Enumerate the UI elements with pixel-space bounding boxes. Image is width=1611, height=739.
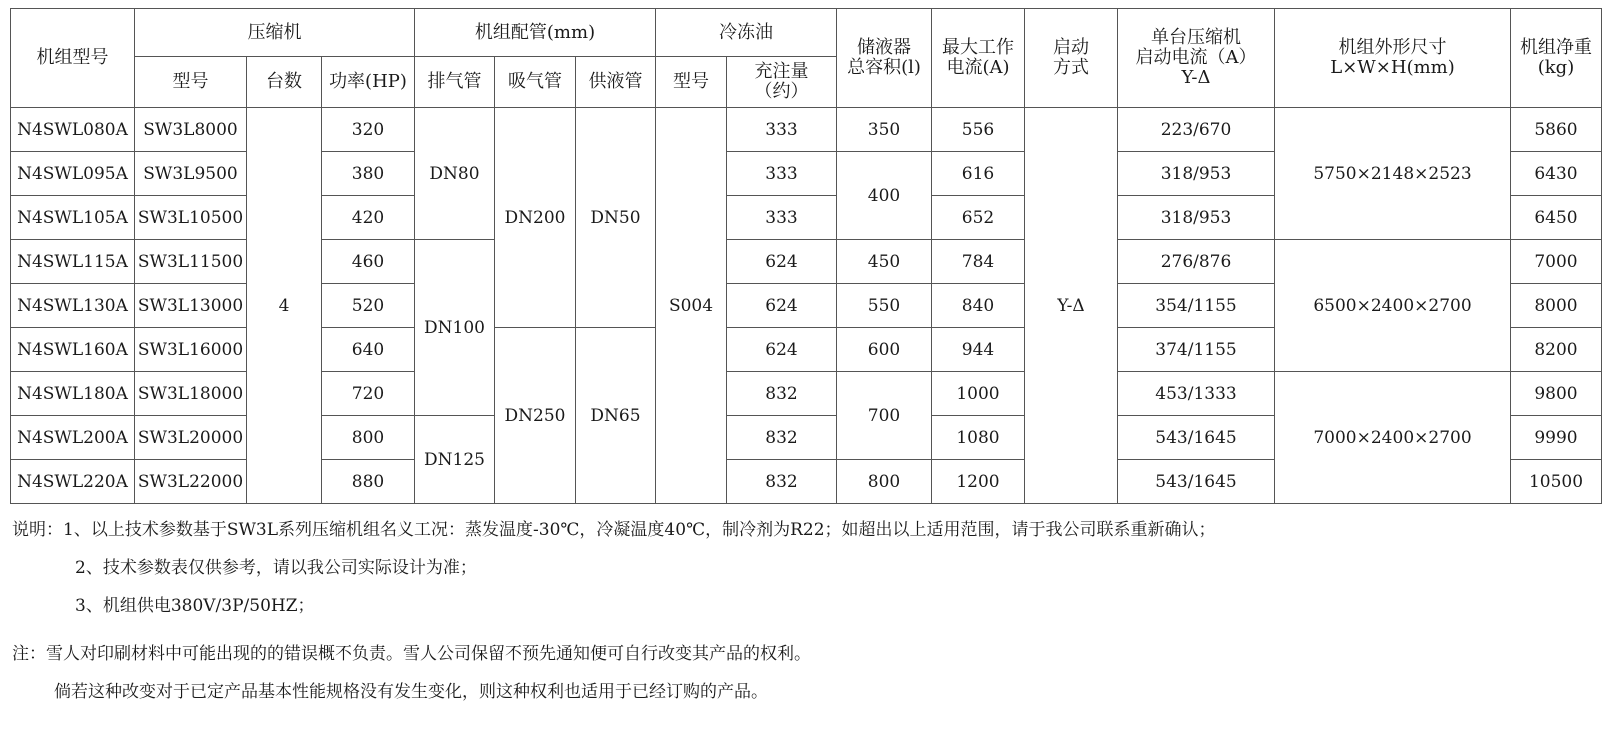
- cell-max-current: 944: [932, 328, 1025, 372]
- header-compressor-model: 型号: [135, 57, 247, 108]
- disclaimer-line-1: 注：雪人对印刷材料中可能出现的的错误概不负责。雪人公司保留不预先通知便可自行改变其产品的权利。: [12, 644, 811, 664]
- cell-max-current: 1080: [932, 416, 1025, 460]
- header-compressor-power: 功率(HP): [322, 57, 415, 108]
- cell-receiver: 450: [837, 240, 932, 284]
- cell-model: N4SWL080A: [11, 108, 135, 152]
- cell-model: N4SWL220A: [11, 460, 135, 504]
- cell-net-weight: 9990: [1511, 416, 1602, 460]
- header-compressor: 压缩机: [135, 9, 415, 57]
- note-line-3: 3、机组供电380V/3P/50HZ；: [75, 596, 315, 616]
- cell-model: N4SWL180A: [11, 372, 135, 416]
- cell-receiver: 800: [837, 460, 932, 504]
- cell-start-current: 318/953: [1118, 152, 1275, 196]
- header-oil-model: 型号: [656, 57, 727, 108]
- cell-compressor-model: SW3L10500: [135, 196, 247, 240]
- cell-power: 640: [322, 328, 415, 372]
- cell-compressor-count: 4: [247, 108, 322, 504]
- header-start-current: 单台压缩机 启动电流（A） Y-Δ: [1118, 9, 1275, 108]
- cell-start-current: 354/1155: [1118, 284, 1275, 328]
- cell-start-current: 543/1645: [1118, 416, 1275, 460]
- header-discharge-pipe: 排气管: [415, 57, 495, 108]
- cell-model: N4SWL160A: [11, 328, 135, 372]
- cell-compressor-model: SW3L22000: [135, 460, 247, 504]
- cell-oil-charge: 832: [727, 416, 837, 460]
- header-dimensions: 机组外形尺寸 L×W×H(mm): [1275, 9, 1511, 108]
- cell-model: N4SWL095A: [11, 152, 135, 196]
- cell-oil-charge: 624: [727, 328, 837, 372]
- cell-oil-charge: 832: [727, 460, 837, 504]
- cell-dimensions: 5750×2148×2523: [1275, 108, 1511, 240]
- cell-discharge-pipe: DN100: [415, 240, 495, 416]
- cell-oil-charge: 624: [727, 284, 837, 328]
- cell-oil-charge: 624: [727, 240, 837, 284]
- header-oil-charge: 充注量 （约）: [727, 57, 837, 108]
- cell-power: 720: [322, 372, 415, 416]
- note-line-1: 说明：1、以上技术参数基于SW3L系列压缩机组名义工况：蒸发温度-30℃，冷凝温度40℃，制冷剂为R22；如超出以上适用范围，请于我公司联系重新确认；: [12, 520, 1216, 540]
- cell-oil-charge: 832: [727, 372, 837, 416]
- cell-suction-pipe: DN200: [495, 108, 576, 328]
- cell-model: N4SWL130A: [11, 284, 135, 328]
- cell-max-current: 652: [932, 196, 1025, 240]
- cell-compressor-model: SW3L9500: [135, 152, 247, 196]
- cell-receiver: 550: [837, 284, 932, 328]
- cell-power: 880: [322, 460, 415, 504]
- cell-start-method: Y-Δ: [1025, 108, 1118, 504]
- cell-net-weight: 8200: [1511, 328, 1602, 372]
- cell-start-current: 276/876: [1118, 240, 1275, 284]
- cell-power: 520: [322, 284, 415, 328]
- cell-liquid-pipe: DN65: [576, 328, 656, 504]
- cell-net-weight: 9800: [1511, 372, 1602, 416]
- cell-max-current: 840: [932, 284, 1025, 328]
- cell-power: 380: [322, 152, 415, 196]
- cell-receiver: 600: [837, 328, 932, 372]
- cell-power: 800: [322, 416, 415, 460]
- cell-liquid-pipe: DN50: [576, 108, 656, 328]
- header-compressor-count: 台数: [247, 57, 322, 108]
- cell-net-weight: 7000: [1511, 240, 1602, 284]
- cell-oil-model: S004: [656, 108, 727, 504]
- table-row: [11, 108, 1602, 152]
- header-max-current: 最大工作 电流(A): [932, 9, 1025, 108]
- cell-net-weight: 6430: [1511, 152, 1602, 196]
- note-line-2: 2、技术参数表仅供参考，请以我公司实际设计为准；: [75, 558, 477, 578]
- cell-start-current: 453/1333: [1118, 372, 1275, 416]
- cell-oil-charge: 333: [727, 108, 837, 152]
- cell-oil-charge: 333: [727, 196, 837, 240]
- cell-compressor-model: SW3L18000: [135, 372, 247, 416]
- cell-compressor-model: SW3L20000: [135, 416, 247, 460]
- cell-net-weight: 6450: [1511, 196, 1602, 240]
- header-suction-pipe: 吸气管: [495, 57, 576, 108]
- cell-compressor-model: SW3L8000: [135, 108, 247, 152]
- cell-compressor-model: SW3L13000: [135, 284, 247, 328]
- cell-max-current: 1000: [932, 372, 1025, 416]
- cell-power: 420: [322, 196, 415, 240]
- cell-model: N4SWL115A: [11, 240, 135, 284]
- cell-model: N4SWL200A: [11, 416, 135, 460]
- cell-suction-pipe: DN250: [495, 328, 576, 504]
- cell-net-weight: 8000: [1511, 284, 1602, 328]
- cell-start-current: 223/670: [1118, 108, 1275, 152]
- header-receiver: 储液器 总容积(l): [837, 9, 932, 108]
- cell-receiver: 350: [837, 108, 932, 152]
- cell-oil-charge: 333: [727, 152, 837, 196]
- cell-max-current: 1200: [932, 460, 1025, 504]
- spec-table: [10, 8, 1602, 504]
- cell-power: 460: [322, 240, 415, 284]
- cell-dimensions: 6500×2400×2700: [1275, 240, 1511, 372]
- cell-max-current: 556: [932, 108, 1025, 152]
- cell-start-current: 374/1155: [1118, 328, 1275, 372]
- header-liquid-pipe: 供液管: [576, 57, 656, 108]
- cell-discharge-pipe: DN80: [415, 108, 495, 240]
- cell-start-current: 543/1645: [1118, 460, 1275, 504]
- disclaimer-line-2: 倘若这种改变对于已定产品基本性能规格没有发生变化，则这种权利也适用于已经订购的产品。: [54, 682, 768, 702]
- cell-net-weight: 5860: [1511, 108, 1602, 152]
- header-piping: 机组配管(mm): [415, 9, 656, 57]
- header-start-method: 启动 方式: [1025, 9, 1118, 108]
- cell-max-current: 784: [932, 240, 1025, 284]
- cell-net-weight: 10500: [1511, 460, 1602, 504]
- cell-start-current: 318/953: [1118, 196, 1275, 240]
- cell-compressor-model: SW3L16000: [135, 328, 247, 372]
- cell-model: N4SWL105A: [11, 196, 135, 240]
- cell-dimensions: 7000×2400×2700: [1275, 372, 1511, 504]
- cell-receiver: 400: [837, 152, 932, 240]
- header-net-weight: 机组净重 (kg): [1511, 9, 1602, 108]
- header-model: 机组型号: [11, 9, 135, 108]
- cell-power: 320: [322, 108, 415, 152]
- cell-receiver: 700: [837, 372, 932, 460]
- cell-discharge-pipe: DN125: [415, 416, 495, 504]
- cell-compressor-model: SW3L11500: [135, 240, 247, 284]
- header-oil: 冷冻油: [656, 9, 837, 57]
- cell-max-current: 616: [932, 152, 1025, 196]
